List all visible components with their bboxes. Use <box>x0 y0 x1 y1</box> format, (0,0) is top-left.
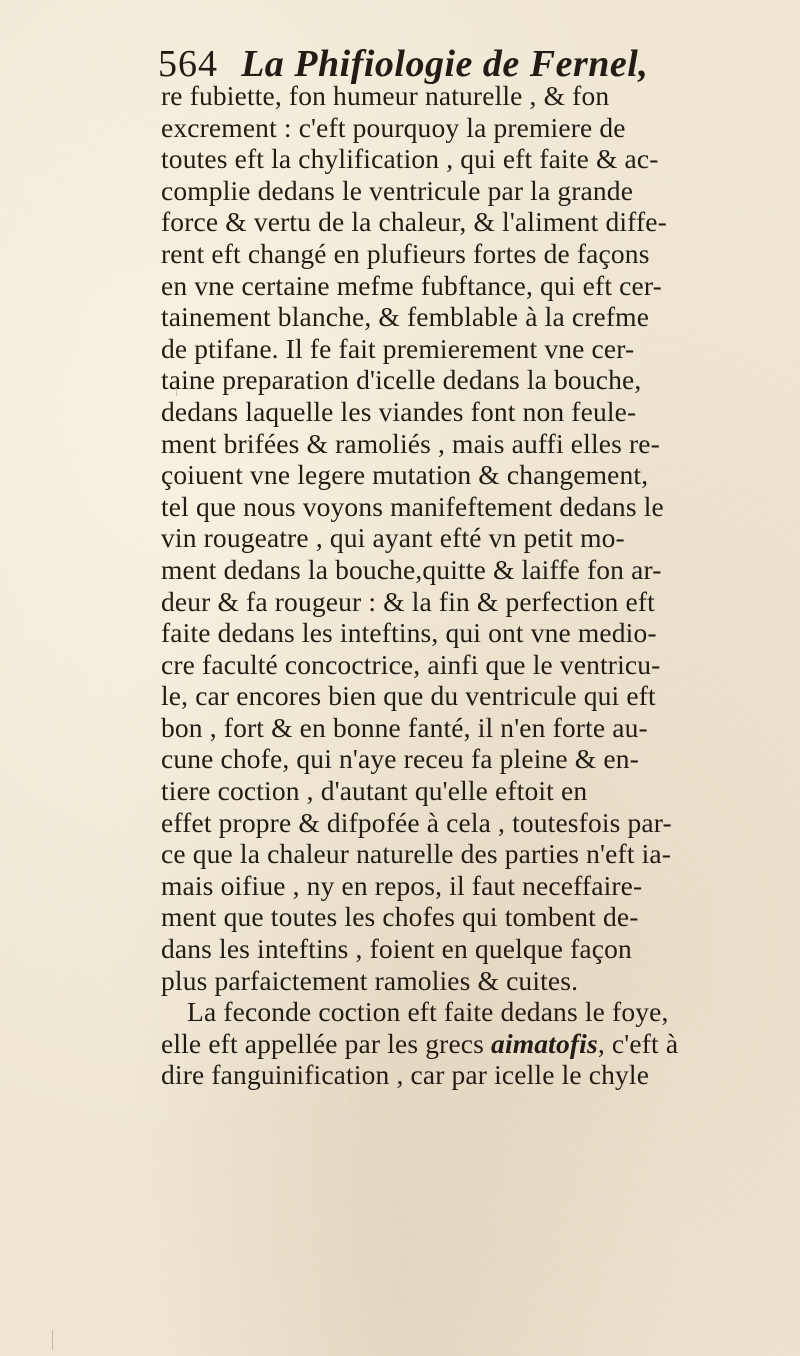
line-end: , c'eft à <box>597 1027 679 1059</box>
text-line: tainement blanche, & femblable à la crefme <box>161 301 650 333</box>
text-line: cune chofe, qui n'aye receu fa pleine & en- <box>161 743 639 775</box>
text-line: force & vertu de la chaleur, & l'aliment diffe- <box>161 206 667 238</box>
text-line: re fubiette, fon humeur naturelle , & fon <box>161 80 610 111</box>
text-line: ce que la chaleur naturelle des parties n'eft ia- <box>161 838 672 870</box>
text-line: tel que nous voyons manifeftement dedans le <box>161 490 664 522</box>
running-title: La Phifiologie de Fernel, <box>241 43 649 85</box>
text-line: plus parfaictement ramolies & cuites. <box>161 964 579 996</box>
text-line: rent eft changé en plufieurs fortes de façons <box>161 237 650 269</box>
text-line: cre faculté concoctrice, ainfi que le ventricu- <box>161 648 661 680</box>
body-text <box>161 80 800 1091</box>
greek-term: aimatofis <box>491 1027 598 1059</box>
text-line: deur & fa rougeur : & la fin & perfection eft <box>161 585 655 617</box>
text-line: excrement : c'eft pourquoy la premiere de <box>161 111 626 143</box>
text-line: le, car encores bien que du ventricule qui eft <box>161 680 656 712</box>
text-line-with-greek <box>161 1028 800 1060</box>
text-line: toutes eft la chylification , qui eft faite & ac- <box>161 143 659 175</box>
text-line: mais oifiue , ny en repos, il faut neceffaire- <box>161 869 643 901</box>
text-line: taine preparation d'icelle dedans la bouche, <box>161 364 642 396</box>
page-shadow-mark <box>52 1330 53 1350</box>
page-number: 564 <box>158 43 218 85</box>
line-start: elle eft appellée par les grecs <box>161 1027 492 1059</box>
page-shadow-mark <box>176 376 177 396</box>
text-line: vin rougeatre , qui ayant efté vn petit mo- <box>161 522 625 554</box>
text-line: çoiuent vne legere mutation & changement, <box>161 459 649 491</box>
text-line: en vne certaine mefme fubftance, qui eft cer- <box>161 269 662 301</box>
text-line: complie dedans le ventricule par la grande <box>161 174 634 206</box>
text-line: ment dedans la bouche,quitte & laiffe fon ar- <box>161 553 662 585</box>
text-line: tiere coction , d'autant qu'elle eftoit en <box>161 775 588 807</box>
text-line: dedans laquelle les viandes font non feule- <box>161 395 637 427</box>
text-line: dire fanguinification , car par icelle le chyle <box>161 1059 650 1091</box>
paragraph-start-line: La feconde coction eft faite dedans le foye, <box>187 996 669 1028</box>
text-line: ment brifées & ramoliés , mais auffi elles re- <box>161 427 660 459</box>
text-line: dans les inteftins , foient en quelque façon <box>161 933 632 965</box>
text-line: faite dedans les inteftins, qui ont vne medio- <box>161 617 657 649</box>
text-line: de ptifane. Il fe fait premierement vne cer- <box>161 332 635 364</box>
text-line: effet propre & difpofée à cela , toutesfois par- <box>161 806 672 838</box>
text-line: bon , fort & en bonne fanté, il n'en forte au- <box>161 711 648 743</box>
text-line: ment que toutes les chofes qui tombent de- <box>161 901 639 933</box>
